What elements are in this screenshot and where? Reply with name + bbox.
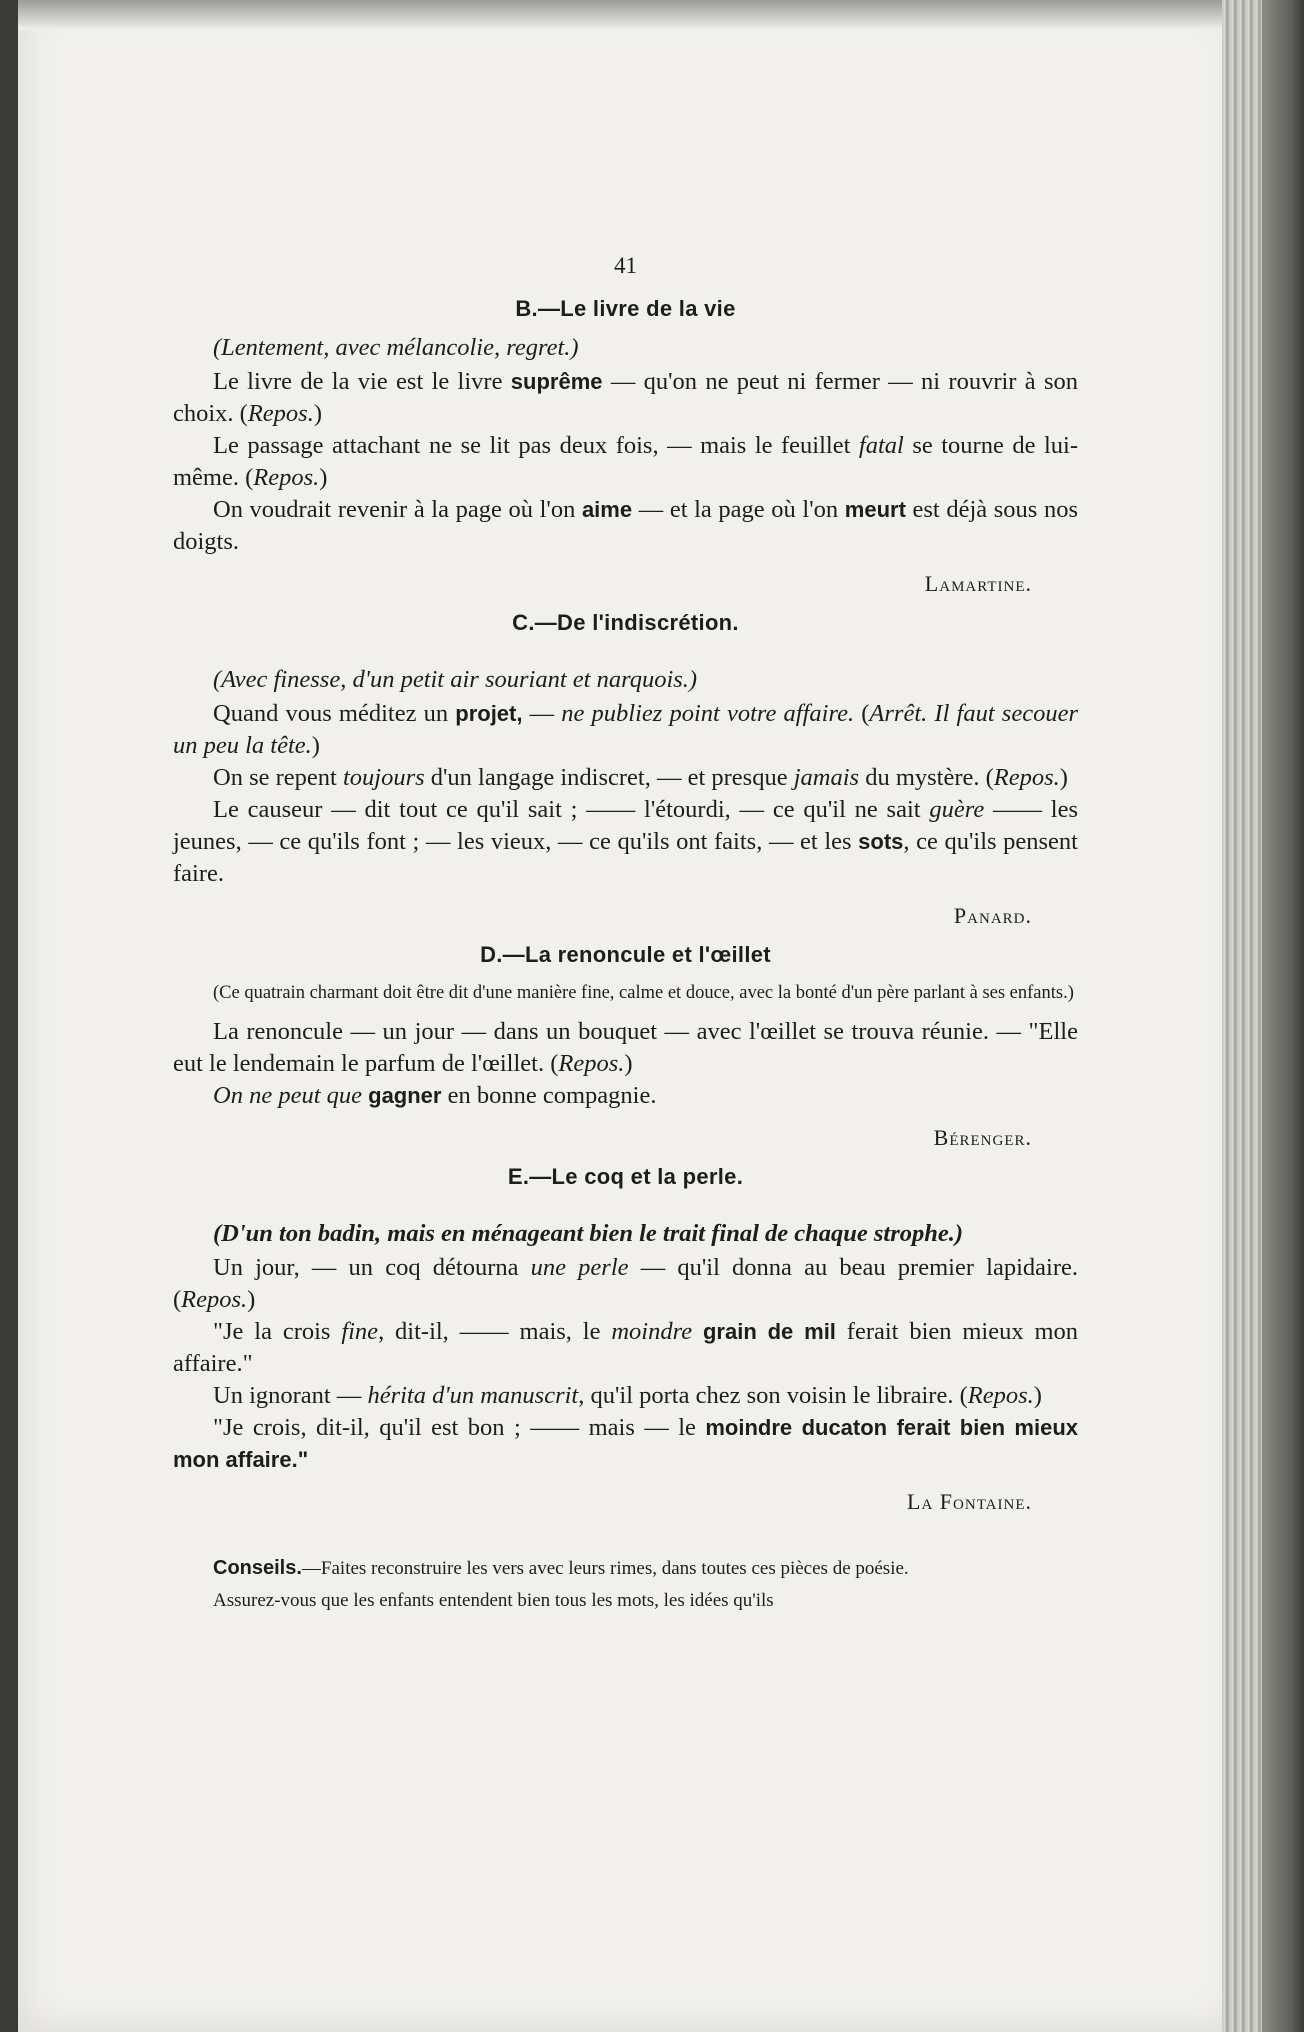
- paragraph: La renoncule — un jour — dans un bouquet — avec l'œillet se trouva réunie. — "Elle eut le lendemain le parfum de l'œillet. (Repos.): [173, 1018, 1078, 1077]
- section-e: [173, 1160, 1078, 1518]
- paragraph: On voudrait revenir à la page où l'on aime — et la page où l'on meurt est déjà sous nos doigts.: [173, 496, 1078, 555]
- section-title: D.—La renoncule et l'œillet: [480, 942, 771, 967]
- reading-note: (Ce quatrain charmant doit être dit d'une manière fine, calme et douce, avec la bonté d'un père parlant à ses enfants.): [213, 983, 1074, 1003]
- section-c: [173, 606, 1078, 932]
- paragraph: Assurez-vous que les enfants entendent bien tous les mots, les idées qu'ils: [213, 1590, 774, 1611]
- reading-direction: (Lentement, avec mélancolie, regret.): [213, 334, 579, 361]
- page-number: 41: [614, 253, 637, 278]
- paragraph: Conseils.—Faites reconstruire les vers avec leurs rimes, dans toutes ces pièces de poésie.: [213, 1557, 909, 1579]
- conseils-block: [173, 1554, 1078, 1615]
- paragraph: "Je la crois fine, dit-il, —— mais, le moindre grain de mil ferait bien mieux mon affaire.": [173, 1318, 1079, 1377]
- author-signature: La Fontaine.: [907, 1489, 1032, 1514]
- paragraph: Un ignorant — hérita d'un manuscrit, qu'il porta chez son voisin le libraire. (Repos.): [213, 1382, 1042, 1409]
- author-signature: Bérenger.: [933, 1125, 1032, 1150]
- paragraph: Le passage attachant ne se lit pas deux fois, — mais le feuillet fatal se tourne de lui-même. (Repos.): [173, 432, 1078, 491]
- book-spine-shadow: [1262, 0, 1304, 2032]
- section-d: [173, 938, 1078, 1154]
- paragraph: Le causeur — dit tout ce qu'il sait ; —— l'étourdi, — ce qu'il ne sait guère —— les jeunes, — ce qu'ils font ; — les vieux, — ce qu'ils ont faits, — et les sots, ce qu'ils pensent faire.: [173, 796, 1079, 887]
- paragraph: Quand vous méditez un projet, — ne publiez point votre affaire. (Arrêt. Il faut secouer un peu la tête.): [173, 700, 1078, 759]
- paragraph: "Je crois, dit-il, qu'il est bon ; —— mais — le moindre ducaton ferait bien mieux mon affaire.": [173, 1414, 1079, 1472]
- reading-direction: (Avec finesse, d'un petit air souriant et narquois.): [213, 666, 698, 693]
- reading-direction: (D'un ton badin, mais en ménageant bien le trait final de chaque strophe.): [213, 1220, 964, 1247]
- section-title: E.—Le coq et la perle.: [507, 1164, 744, 1189]
- page-content: [173, 250, 1078, 1615]
- section-title: B.—Le livre de la vie: [515, 296, 736, 321]
- author-signature: Lamartine.: [924, 571, 1032, 596]
- paragraph: Le livre de la vie est le livre suprême — qu'on ne peut ni fermer — ni rouvrir à son choix. (Repos.): [173, 368, 1078, 427]
- scan-top-shadow: [18, 0, 1240, 30]
- author-signature: Panard.: [953, 903, 1032, 928]
- paragraph: Un jour, — un coq détourna une perle — qu'il donna au beau premier lapidaire. (Repos.): [173, 1254, 1078, 1313]
- section-title: C.—De l'indiscrétion.: [512, 610, 739, 635]
- book-page: [18, 0, 1240, 2032]
- paragraph: On ne peut que gagner en bonne compagnie.: [213, 1082, 657, 1109]
- section-b: [173, 292, 1078, 600]
- paragraph: On se repent toujours d'un langage indiscret, — et presque jamais du mystère. (Repos.): [213, 764, 1068, 791]
